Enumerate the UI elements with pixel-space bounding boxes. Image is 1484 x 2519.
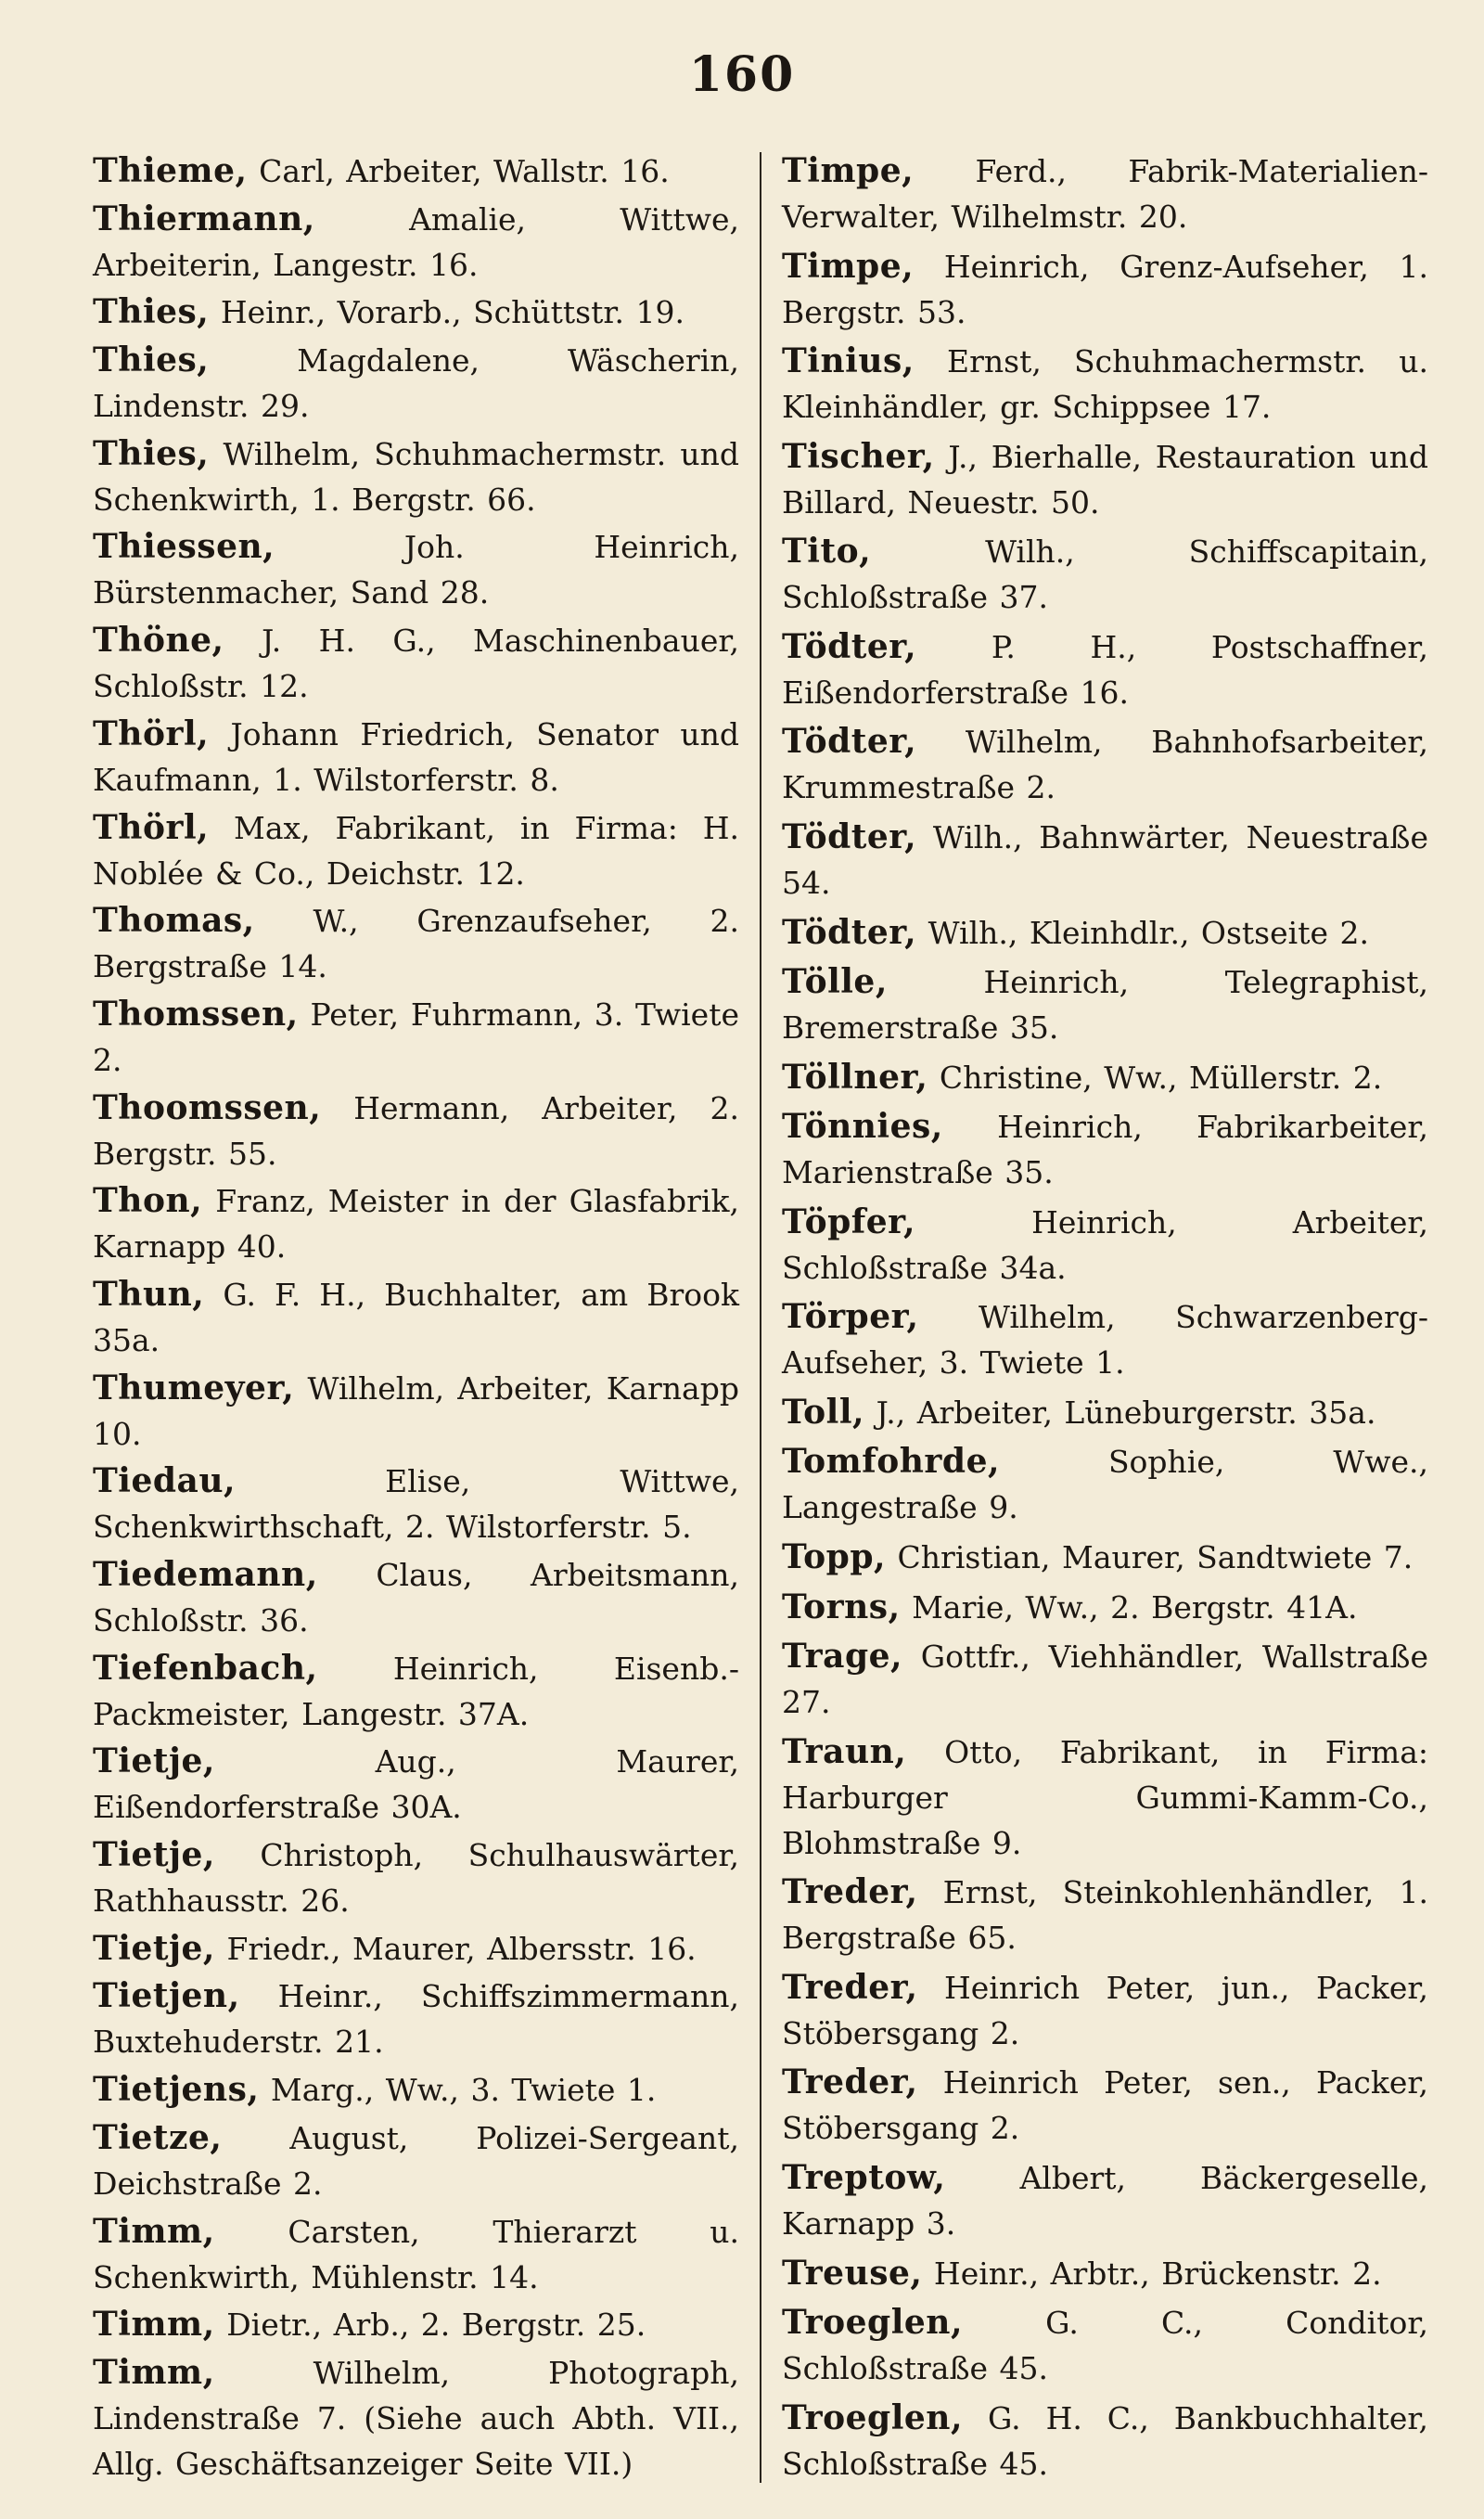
- entry-details: Christian, Maurer, Sandtwiete 7.: [897, 1539, 1414, 1575]
- entry-details: Johann Friedrich, Senator und Kaufmann, 1. Wilstorferstr. 8.: [93, 715, 739, 798]
- directory-entry: [93, 1178, 739, 1269]
- directory-entry: [93, 431, 739, 522]
- entry-name: Thon,: [93, 1181, 203, 1221]
- directory-entry: [93, 1552, 739, 1643]
- entry-name: Thomas,: [93, 901, 255, 941]
- directory-entry: [782, 1439, 1428, 1530]
- entry-details: Heinr., Schiffszimmermann, Buxtehuderstr. 21.: [93, 1978, 739, 2061]
- entry-name: Thoomssen,: [93, 1087, 322, 1127]
- directory-entry: [782, 624, 1428, 715]
- entry-details: Heinrich, Eisenb.-Packmeister, Langestr. 37A.: [93, 1650, 739, 1732]
- entry-details: Heinr., Vorarb., Schüttstr. 19.: [220, 294, 684, 331]
- entry-details: Franz, Meister in der Glasfabrik, Karnapp 40.: [93, 1183, 739, 1266]
- directory-entry: [93, 1272, 739, 1363]
- page-number: 160: [688, 46, 796, 103]
- entry-name: Tödter,: [782, 626, 917, 666]
- entry-details: Ferd., Fabrik-Materialien-Verwalter, Wilhelmstr. 20.: [782, 153, 1428, 235]
- directory-entry: [93, 2209, 739, 2300]
- entry-name: Tietjen,: [93, 1976, 240, 2016]
- directory-entry: [93, 2350, 739, 2487]
- entry-details: Wilhelm, Bahnhofsarbeiter, Krummestraße 2.: [782, 724, 1428, 806]
- directory-entry: [93, 992, 739, 1083]
- entry-details: Wilh., Schiffscapitain, Schloßstraße 37.: [782, 533, 1428, 616]
- entry-details: Elise, Wittwe, Schenkwirthschaft, 2. Wilstorferstr. 5.: [93, 1463, 739, 1546]
- directory-entry: [782, 1200, 1428, 1291]
- entry-name: Thies,: [93, 292, 210, 332]
- directory-entry: [782, 1535, 1428, 1580]
- entry-name: Treder,: [782, 1967, 918, 2007]
- right-column: [761, 148, 1428, 2487]
- entry-details: Christine, Ww., Müllerstr. 2.: [939, 1059, 1383, 1096]
- entry-name: Tietze,: [93, 2117, 223, 2157]
- entry-details: Sophie, Wwe., Langestraße 9.: [782, 1444, 1428, 1526]
- entry-name: Tödter,: [782, 912, 917, 952]
- directory-entry: [93, 898, 739, 989]
- entry-name: Thies,: [93, 433, 210, 473]
- entry-details: Amalie, Wittwe, Arbeiterin, Langestr. 16.: [93, 200, 739, 283]
- entry-details: Ernst, Schuhmachermstr. u. Kleinhändler, gr. Schippsee 17.: [782, 343, 1428, 426]
- directory-entry: [782, 1104, 1428, 1195]
- directory-entry: [782, 1390, 1428, 1435]
- entry-details: Wilhelm, Arbeiter, Karnapp 10.: [93, 1369, 739, 1452]
- entry-details: Max, Fabrikant, in Firma: H. Noblée & Co., Deichstr. 12.: [93, 809, 739, 892]
- entry-details: J., Bierhalle, Restauration und Billard, Neuestr. 50.: [782, 438, 1428, 521]
- entry-details: P. H., Postschaffner, Eißendorferstraße 16.: [782, 628, 1428, 711]
- directory-entry: [782, 1870, 1428, 1960]
- directory-entry: [782, 2155, 1428, 2246]
- entry-name: Tietje,: [93, 1741, 215, 1781]
- entry-name: Treptow,: [782, 2157, 946, 2197]
- directory-entry: [782, 1729, 1428, 1866]
- directory-entry: [93, 338, 739, 429]
- entry-name: Traun,: [782, 1731, 907, 1771]
- entry-name: Törper,: [782, 1297, 919, 1337]
- entry-name: Tomfohrde,: [782, 1442, 1001, 1482]
- directory-entry: [93, 2115, 739, 2206]
- directory-entry: [93, 1973, 739, 2064]
- entry-details: Albert, Bäckergeselle, Karnapp 3.: [782, 2159, 1428, 2242]
- left-column: [93, 148, 760, 2487]
- entry-details: Hermann, Arbeiter, 2. Bergstr. 55.: [93, 1089, 739, 1172]
- entry-details: J., Arbeiter, Lüneburgerstr. 35a.: [876, 1394, 1376, 1431]
- directory-entry: [782, 719, 1428, 810]
- entry-details: Magdalene, Wäscherin, Lindenstr. 29.: [93, 342, 739, 425]
- entry-name: Thiessen,: [93, 527, 275, 567]
- entry-details: Carl, Arbeiter, Wallstr. 16.: [259, 153, 670, 189]
- directory-entry: [93, 148, 739, 194]
- entry-name: Troeglen,: [782, 2303, 964, 2343]
- entry-name: Treder,: [782, 1872, 918, 1912]
- entry-details: Dietr., Arb., 2. Bergstr. 25.: [226, 2307, 646, 2344]
- directory-entry: [782, 2060, 1428, 2151]
- entry-details: Friedr., Maurer, Albersstr. 16.: [226, 1930, 697, 1967]
- entry-name: Timm,: [93, 2352, 215, 2392]
- entry-details: Carsten, Thierarzt u. Schenkwirth, Mühlenstr. 14.: [93, 2213, 739, 2295]
- entry-details: Heinrich Peter, jun., Packer, Stöbersgang 2.: [782, 1969, 1428, 2051]
- directory-entry: [93, 618, 739, 709]
- directory-entry: [93, 524, 739, 615]
- entry-name: Thies,: [93, 341, 210, 380]
- entry-name: Torns,: [782, 1587, 901, 1626]
- entry-name: Thomssen,: [93, 994, 299, 1034]
- directory-entry: [782, 529, 1428, 620]
- entry-details: Marie, Ww., 2. Bergstr. 41A.: [912, 1588, 1358, 1626]
- entry-name: Thieme,: [93, 151, 248, 190]
- entry-name: Thöne,: [93, 621, 224, 661]
- entry-name: Töllner,: [782, 1057, 928, 1097]
- entry-name: Thiermann,: [93, 199, 315, 238]
- entry-details: Heinrich, Grenz-Aufseher, 1. Bergstr. 53.: [782, 248, 1428, 330]
- entry-name: Troeglen,: [782, 2397, 964, 2437]
- entry-name: Thun,: [93, 1274, 205, 1314]
- entry-name: Timm,: [93, 2305, 215, 2345]
- entry-name: Tiedemann,: [93, 1555, 318, 1594]
- entry-details: Wilhelm, Photograph, Lindenstraße 7. (Siehe auch Abth. VII., Allg. Geschäftsanzeiger Seite VII.): [93, 2354, 739, 2482]
- directory-entry: [782, 148, 1428, 239]
- entry-details: Claus, Arbeitsmann, Schloßstr. 36.: [93, 1557, 739, 1639]
- entry-name: Tietjens,: [93, 2070, 260, 2110]
- directory-entry: [93, 1739, 739, 1830]
- entry-details: Joh. Heinrich, Bürstenmacher, Sand 28.: [93, 529, 739, 611]
- directory-entry: [93, 1832, 739, 1923]
- entry-name: Tinius,: [782, 341, 915, 381]
- directory-entry: [782, 1965, 1428, 2056]
- directory-entry: [782, 815, 1428, 906]
- directory-entry: [93, 2067, 739, 2113]
- entry-name: Tietje,: [93, 1928, 215, 1968]
- directory-entry: [782, 2396, 1428, 2487]
- entry-details: Heinrich, Arbeiter, Schloßstraße 34a.: [782, 1203, 1428, 1286]
- entry-details: Aug., Maurer, Eißendorferstraße 30A.: [93, 1743, 739, 1826]
- entry-details: Ernst, Steinkohlenhändler, 1. Bergstraße 65.: [782, 1874, 1428, 1957]
- entry-details: J. H. G., Maschinenbauer, Schloßstr. 12.: [93, 623, 739, 705]
- directory-entry: [782, 244, 1428, 335]
- directory-entry: [782, 1634, 1428, 1725]
- entry-name: Topp,: [782, 1537, 887, 1576]
- entry-name: Tönnies,: [782, 1107, 943, 1147]
- entry-name: Thörl,: [93, 713, 210, 753]
- directory-entry: [782, 2300, 1428, 2391]
- entry-name: Treuse,: [782, 2253, 923, 2293]
- entry-details: August, Polizei-Sergeant, Deichstraße 2.: [93, 2119, 739, 2202]
- directory-entry: [93, 805, 739, 896]
- directory-entry: [782, 434, 1428, 525]
- directory-entry: [782, 1294, 1428, 1385]
- entry-name: Tietje,: [93, 1835, 215, 1875]
- entry-details: Otto, Fabrikant, in Firma: Harburger Gummi-Kamm-Co., Blohmstraße 9.: [782, 1733, 1429, 1861]
- entry-name: Tiefenbach,: [93, 1648, 318, 1688]
- entry-details: Wilhelm, Schwarzenberg-Aufseher, 3. Twiete 1.: [782, 1299, 1428, 1382]
- entry-details: Heinr., Arbtr., Brückenstr. 2.: [933, 2255, 1382, 2292]
- entry-name: Thumeyer,: [93, 1368, 295, 1407]
- entry-name: Timpe,: [782, 151, 915, 190]
- entry-details: Wilh., Bahnwärter, Neuestraße 54.: [782, 818, 1428, 901]
- entry-name: Tischer,: [782, 436, 935, 476]
- entry-details: Marg., Ww., 3. Twiete 1.: [270, 2072, 657, 2109]
- directory-entry: [93, 1366, 739, 1457]
- entry-details: Wilhelm, Schuhmachermstr. und Schenkwirth, 1. Bergstr. 66.: [93, 435, 739, 518]
- directory-entry: [93, 197, 739, 288]
- entry-details: Heinrich, Telegraphist, Bremerstraße 35.: [782, 964, 1428, 1047]
- directory-entry: [93, 1646, 739, 1737]
- entry-name: Tölle,: [782, 962, 888, 1002]
- entry-details: Christoph, Schulhauswärter, Rathhausstr. 26.: [93, 1837, 739, 1920]
- directory-entry: [782, 910, 1428, 956]
- directory-entry: [782, 959, 1428, 1050]
- directory-entry: [93, 2302, 739, 2347]
- entry-details: Heinrich Peter, sen., Packer, Stöbersgang 2.: [782, 2064, 1428, 2147]
- directory-entry: [782, 339, 1428, 430]
- directory-entry: [782, 2251, 1428, 2296]
- entry-name: Treder,: [782, 2063, 918, 2102]
- entry-name: Thörl,: [93, 807, 210, 847]
- entry-name: Tito,: [782, 532, 872, 572]
- entry-details: G. F. H., Buchhalter, am Brook 35a.: [93, 1276, 739, 1358]
- entry-details: G. H. C., Bankbuchhalter, Schloßstraße 45.: [782, 2399, 1428, 2482]
- entry-name: Töpfer,: [782, 1202, 916, 1241]
- entry-name: Toll,: [782, 1392, 865, 1432]
- entry-name: Timm,: [93, 2211, 215, 2251]
- entry-details: Gottfr., Viehhändler, Wallstraße 27.: [782, 1639, 1428, 1721]
- directory-entry: [782, 1585, 1428, 1630]
- directory-entry: [93, 712, 739, 803]
- entry-details: W., Grenzaufseher, 2. Bergstraße 14.: [93, 903, 739, 985]
- entry-details: Heinrich, Fabrikarbeiter, Marienstraße 35.: [782, 1109, 1428, 1191]
- directory-entry: [93, 289, 739, 335]
- entry-name: Timpe,: [782, 246, 915, 286]
- entry-name: Trage,: [782, 1637, 903, 1677]
- entry-details: Wilh., Kleinhdlr., Ostseite 2.: [928, 914, 1369, 951]
- directory-entry: [93, 1926, 739, 1972]
- entry-name: Tiedau,: [93, 1461, 237, 1501]
- directory-entry: [782, 1055, 1428, 1100]
- entry-details: G. C., Conditor, Schloßstraße 45.: [782, 2305, 1428, 2387]
- entry-details: Peter, Fuhrmann, 3. Twiete 2.: [93, 996, 740, 1078]
- directory-entry: [93, 1086, 739, 1176]
- entry-name: Tödter,: [782, 816, 917, 856]
- directory-columns: [93, 148, 1428, 2487]
- entry-name: Tödter,: [782, 722, 917, 762]
- directory-entry: [93, 1459, 739, 1549]
